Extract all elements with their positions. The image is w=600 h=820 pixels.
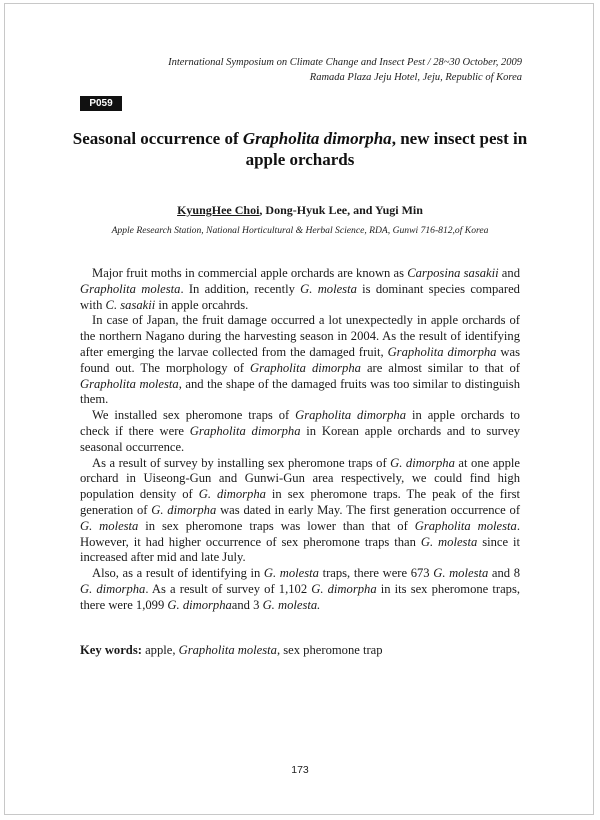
species-name: G. molesta: [300, 281, 357, 296]
species-name: G. molesta: [80, 518, 139, 533]
text-run: is dominant species compared with: [80, 281, 520, 312]
text-run: and: [498, 266, 520, 280]
text-run: , and the shape of the damaged fruits was too similar to distinguish them.: [80, 376, 520, 407]
page-number: 173: [291, 764, 309, 776]
species-name: G. dimorpha: [311, 581, 377, 596]
species-name: G. molesta: [420, 534, 478, 549]
species-name: Grapholita molesta: [80, 376, 179, 391]
species-name: G. dimorpha: [390, 455, 455, 470]
text-run: . In addition, recently: [180, 281, 301, 296]
text-run: in sex pheromone traps was lower than that of: [138, 518, 415, 533]
text-run: In case of Japan, the fruit damage occurred a lot unexpectedly in apple orchards of the northern Nagano during the harvesting season in 2004. As the result of identifying after emerging the larvae collected from the damaged fruit,: [80, 313, 520, 359]
species-name: Grapholita dimorpha: [189, 423, 301, 438]
text-run: Also, as a result of identifying in: [92, 566, 264, 581]
text-run: and 3: [231, 597, 263, 612]
text-run: since it increased after mid and late July.: [80, 534, 521, 565]
paper-title: [70, 128, 530, 170]
conference-header: [168, 55, 522, 85]
species-name: G. dimorpha: [167, 597, 232, 612]
text-run: in Korean apple orchards and to survey seasonal occurrence.: [80, 423, 520, 454]
keywords-values: [142, 643, 383, 657]
species-name: Grapholita molesta: [414, 518, 517, 533]
abstract-paragraph: [80, 408, 520, 455]
species-name: G. molesta: [433, 566, 489, 581]
species-name: G. dimorpha: [198, 487, 266, 502]
co-authors: , Dong-Hyuk Lee, and Yugi Min: [259, 203, 423, 217]
species-name: Grapholita dimorpha: [387, 344, 497, 359]
title-species: Grapholita dimorpha: [242, 129, 392, 148]
text-run: and 8: [488, 566, 520, 581]
title-part-1: Seasonal occurrence of: [72, 129, 243, 148]
species-name: Grapholita molesta: [178, 643, 277, 657]
first-author: KyungHee Choi: [177, 203, 260, 217]
affiliation: Apple Research Station, National Horticultural & Herbal Science, RDA, Gunwi 716-812,of Korea: [111, 225, 489, 236]
text-run: We installed sex pheromone traps of: [92, 408, 296, 423]
species-name: G. dimorpha: [80, 581, 146, 596]
text-run: in its sex pheromone traps, there were 1,099: [80, 581, 521, 612]
species-name: G. molesta: [263, 566, 319, 581]
abstract-body: [80, 266, 520, 614]
text-run: Major fruit moths in commercial apple orchards are known as: [92, 266, 408, 280]
text-run: in sex pheromone traps. The peak of the first generation of: [80, 487, 520, 517]
text-run: was found out. The morphology of: [80, 344, 521, 375]
species-name: Grapholita molesta: [80, 281, 181, 296]
abstract-paragraph: [80, 313, 520, 408]
text-run: . However, it had higher occurrence of sex pheromone traps than: [80, 518, 520, 549]
species-name: Grapholita dimorpha: [250, 360, 361, 375]
species-name: G. molesta.: [262, 597, 321, 612]
abstract-paragraph: [80, 456, 520, 567]
poster-id-badge: P059: [80, 96, 122, 111]
author-list: [80, 202, 520, 218]
text-run: traps, there were 673: [318, 566, 434, 581]
text-run: apple,: [141, 643, 179, 657]
species-name: G. dimorpha: [151, 502, 217, 517]
keywords-line: [80, 642, 520, 658]
text-run: at one apple orchard in Uiseong-Gun and Gunwi-Gun area respectively, we could find high population density of: [80, 455, 520, 502]
title-part-2: , new insect pest in apple orchards: [245, 129, 528, 169]
text-run: was dated in early May. The first generation occurrence of: [216, 502, 521, 517]
conference-header-line-1: International Symposium on Climate Change and Insect Pest / 28~30 October, 2009: [168, 57, 522, 68]
text-run: in apple orchards to check if there were: [80, 408, 520, 438]
keywords-label: Key words:: [80, 643, 142, 657]
abstract-paragraph: [80, 266, 520, 313]
conference-header-line-2: Ramada Plaza Jeju Hotel, Jeju, Republic of Korea: [309, 72, 522, 83]
text-run: , sex pheromone trap: [276, 643, 383, 657]
text-run: are almost similar to that of: [360, 360, 521, 375]
text-run: As a result of survey by installing sex pheromone traps of: [92, 455, 391, 470]
text-run: . As a result of survey of 1,102: [145, 581, 312, 596]
species-name: Grapholita dimorpha: [295, 408, 407, 423]
species-name: C. sasakii: [105, 297, 156, 312]
abstract-paragraph: [80, 566, 520, 613]
text-run: in apple orcahrds.: [155, 297, 249, 312]
species-name: Carposina sasakii: [407, 266, 499, 280]
